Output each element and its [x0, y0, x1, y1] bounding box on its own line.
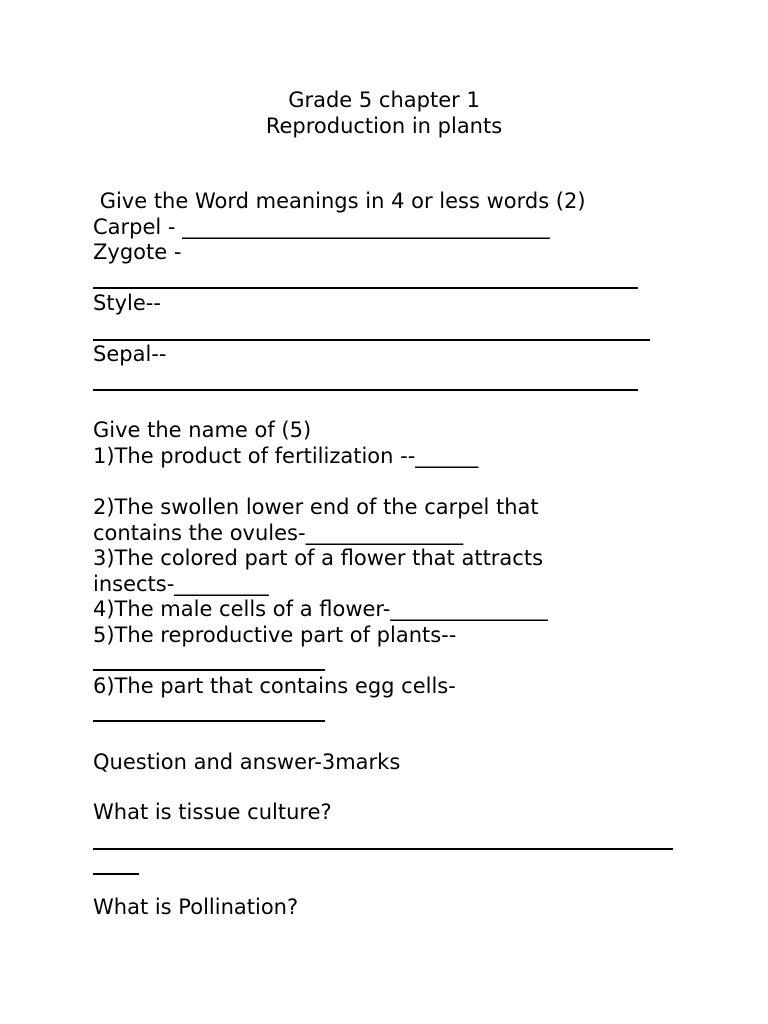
- worksheet-header: [0, 87, 768, 139]
- qa-heading: Question and answer-3marks: [93, 750, 401, 774]
- word-meanings-heading: Give the Word meanings in 4 or less words (2): [93, 189, 586, 213]
- reproductive-part-answer-line: [93, 669, 325, 671]
- carpel-line: Carpel - ___________________________________: [93, 214, 550, 239]
- tissue-culture-answer-line-2: [93, 873, 139, 875]
- style-answer-line: [93, 339, 650, 341]
- question-reproductive-part: 5)The reproductive part of plants--: [93, 622, 457, 647]
- give-name-heading: Give the name of (5): [93, 418, 312, 442]
- tissue-culture-answer-line-1: [93, 848, 673, 850]
- question-petal-line1: 3)The colored part of a flower that attracts: [93, 546, 544, 570]
- question-ovary-line1: 2)The swollen lower end of the carpel that: [93, 495, 539, 519]
- egg-cells-answer-line: [93, 720, 325, 722]
- header-topic: Reproduction in plants: [265, 114, 503, 138]
- question-egg-cells: 6)The part that contains egg cells-: [93, 673, 456, 698]
- zygote-label: Zygote -: [93, 240, 182, 264]
- question-ovary-line2: contains the ovules-_______________: [93, 520, 464, 545]
- question-fertilization: 1)The product of fertilization --______: [93, 444, 479, 468]
- question-pollination: What is Pollination?: [93, 895, 299, 919]
- question-petal-line2: insects-_________: [93, 571, 269, 596]
- sepal-label: Sepal--: [93, 342, 167, 366]
- question-tissue-culture: What is tissue culture?: [93, 800, 332, 824]
- style-label: Style--: [93, 291, 161, 315]
- header-grade-chapter: Grade 5 chapter 1: [288, 88, 480, 112]
- sepal-answer-line: [93, 389, 638, 391]
- question-male-cells: 4)The male cells of a flower-_______________: [93, 597, 548, 621]
- zygote-answer-line: [93, 287, 638, 289]
